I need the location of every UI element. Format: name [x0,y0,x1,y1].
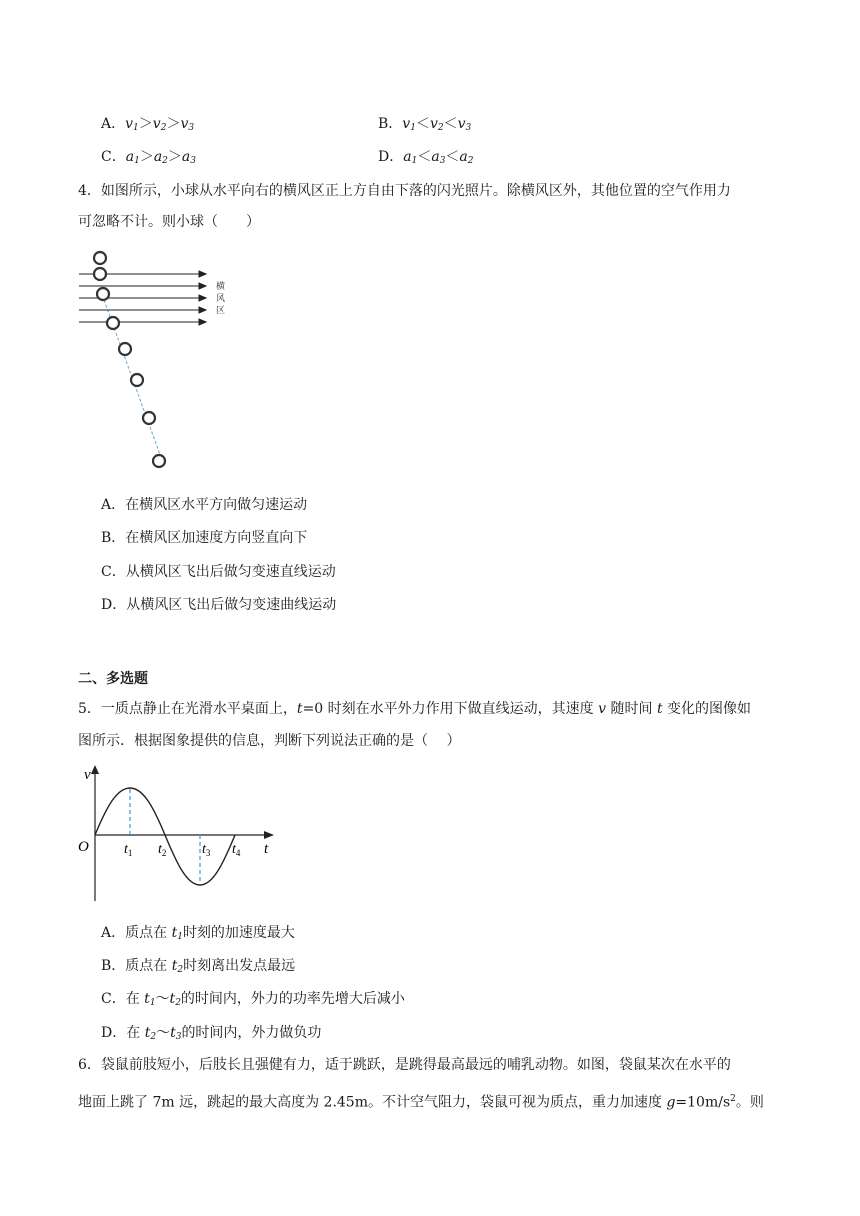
ball-3 [97,288,109,300]
wind-label-3: 区 [216,305,226,315]
origin-label: O [78,839,89,855]
q5-stem-line1: 5．一质点静止在光滑水平桌面上，t=0 时刻在水平外力作用下做直线运动，其速度 v 随时间 t 变化的图像如 [78,701,752,717]
q5-option-b: B．质点在 $t_2$时刻离出发点最远 [101,958,296,975]
ball-flashes [94,252,165,467]
option-b-top: B．$v_1<v_2<v_3$ [378,116,472,133]
y-axis-label: v [84,767,91,783]
q5-option-d: D．在 $t_2\sim t_3$的时间内，外力做负功 [101,1025,322,1042]
q4-stem-line1: 4．如图所示，小球从水平向右的横风区正上方自由下落的闪光照片。除横风区外，其他位置的空气作用力 [78,183,731,199]
q4-figure [70,246,250,476]
ball-5 [119,343,131,355]
q4-option-a: A．在横风区水平方向做匀速运动 [101,497,308,513]
tick-t1: $t_1$ [124,842,133,858]
ball-1 [94,252,106,264]
q4-option-b: B．在横风区加速度方向竖直向下 [101,530,308,546]
q5-stem-line2: 图所示．根据图象提供的信息，判断下列说法正确的是（ ） [78,733,461,749]
option-d-top: D．$a_1<a_3<a_2$ [378,149,474,166]
option-c-top: C．$a_1>a_2>a_3$ [101,149,196,166]
section-title: 二、多选题 [78,671,148,687]
q5-option-a: A．质点在 $t_1$时刻的加速度最大 [101,925,295,942]
ball-2 [94,268,106,280]
tick-t2: $t_2$ [158,842,167,858]
x-axis-arrow [264,831,274,839]
y-axis-arrow [91,765,99,774]
wind-label-1: 横 [216,281,226,291]
q4-stem-line2: 可忽略不计。则小球（ ） [78,214,260,230]
q4-option-c: C．从横风区飞出后做匀变速直线运动 [101,564,336,580]
tick-t3: $t_3$ [202,842,211,858]
q5-option-c: C．在 $t_1\sim t_2$的时间内，外力的功率先增大后减小 [101,991,405,1008]
ball-4 [107,317,119,329]
q6-stem-line1: 6．袋鼠前肢短小，后肢长且强健有力，适于跳跃，是跳得最高最远的哺乳动物。如图，袋鼠某次在水平的 [78,1057,731,1073]
velocity-curve [95,788,235,885]
ball-8 [153,455,165,467]
q6-stem-line2: 地面上跳了 7m 远，跳起的最大高度为 2.45m。不计空气阻力，袋鼠可视为质点，重力加速度 $g=10m/s^2$。则 [78,1094,764,1111]
ball-6 [131,374,143,386]
option-a-top: A．$v_1>v_2>v_3$ [101,116,195,133]
q5-vt-graph [74,763,284,908]
ball-7 [143,412,155,424]
x-axis-label: t [264,841,269,857]
wind-label-2: 风 [216,293,226,303]
q4-option-d: D．从横风区飞出后做匀变速曲线运动 [101,597,337,613]
tick-t4: $t_4$ [232,842,241,858]
